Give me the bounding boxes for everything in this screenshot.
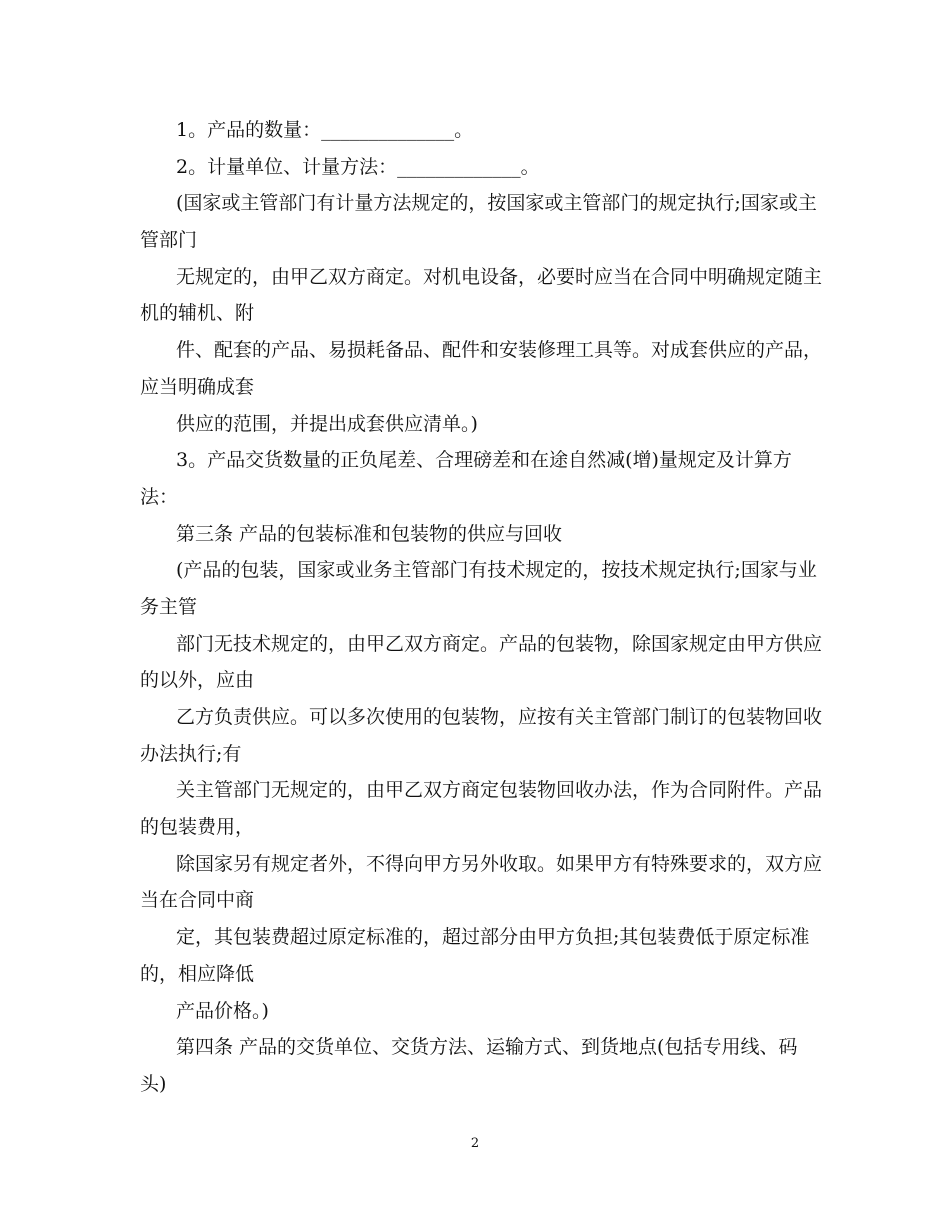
text-line: (产品的包装，国家或业务主管部门有技术规定的，按技术规定执行;国家与业 (176, 559, 817, 582)
text-line: 除国家另有规定者外，不得向甲方另外收取。如果甲方有特殊要求的，双方应 (176, 852, 823, 875)
text-line: (国家或主管部门有计量方法规定的，按国家或主管部门的规定执行;国家或主 (176, 192, 817, 215)
text-line: 1。产品的数量：______________。 (176, 119, 474, 141)
page-number: 2 (470, 1136, 480, 1151)
text-line: 务主管 (140, 595, 198, 618)
section-heading: 第三条 产品的包装标准和包装物的供应与回收 (176, 522, 563, 545)
text-line: 定，其包装费超过原定标准的，超过部分由甲方负担;其包装费低于原定标准 (176, 926, 810, 949)
text-line: 机的辅机、附 (140, 302, 255, 325)
text-line: 产品价格。) (176, 999, 269, 1022)
text-line: 办法执行;有 (140, 742, 242, 765)
text-line: 关主管部门无规定的，由甲乙双方商定包装物回收办法，作为合同附件。产品 (176, 779, 823, 802)
text-line: 部门无技术规定的，由甲乙双方商定。产品的包装物，除国家规定由甲方供应 (176, 632, 823, 655)
text-line: 2。计量单位、计量方法：_____________。 (176, 155, 540, 178)
text-line: 3。产品交货数量的正负尾差、合理磅差和在途自然减(增)量规定及计算方 (176, 449, 792, 472)
text-line: 无规定的，由甲乙双方商定。对机电设备，必要时应当在合同中明确规定随主 (176, 265, 823, 288)
text-line: 的包装费用， (140, 816, 255, 839)
text-line: 件、配套的产品、易损耗备品、配件和安装修理工具等。对成套供应的产品， (176, 339, 823, 362)
text-line: 法： (140, 485, 179, 508)
document-body (140, 112, 823, 1103)
section-heading: 第四条 产品的交货单位、交货方法、运输方式、到货地点(包括专用线、码 (176, 1036, 798, 1059)
text-line: 管部门 (140, 229, 198, 252)
text-line: 头) (140, 1072, 167, 1095)
text-line: 当在合同中商 (140, 889, 255, 912)
text-line: 的以外，应由 (140, 669, 255, 692)
text-line: 供应的范围，并提出成套供应清单。) (176, 412, 478, 435)
text-line: 乙方负责供应。可以多次使用的包装物，应按有关主管部门制订的包装物回收 (176, 706, 823, 728)
text-line: 应当明确成套 (140, 375, 255, 398)
text-line: 的，相应降低 (140, 962, 255, 985)
